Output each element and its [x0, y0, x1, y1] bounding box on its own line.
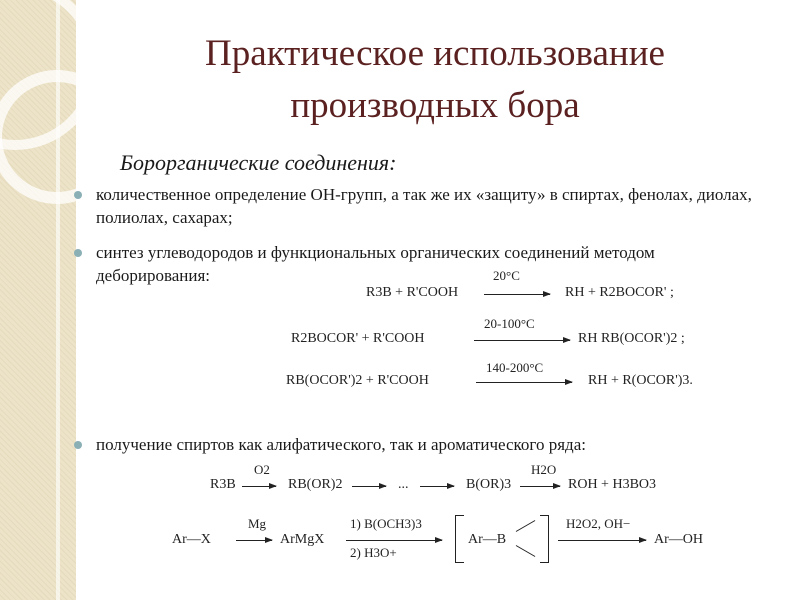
bullet-item	[96, 241, 756, 287]
reaction-arrow	[346, 540, 442, 541]
reaction-1-condition: 20°C	[493, 268, 520, 283]
bullet-dot-icon	[74, 191, 82, 199]
bullet-text: количественное определение ОН-групп, а так же их «защиту» в спиртах, фенолах, диолах, полиолах, сахарах;	[96, 185, 752, 227]
reaction-5-start: Ar—X	[172, 532, 211, 547]
reaction-5-intermediate: Ar—B	[468, 532, 507, 547]
left-bracket	[455, 515, 464, 563]
reaction-2-products: RH RB(OCOR')2 ;	[578, 331, 685, 346]
section-subtitle: Борорганические соединения:	[120, 150, 397, 175]
reaction-5-reagent-2a: 1) B(OCH3)3	[350, 516, 422, 531]
reaction-arrow	[520, 486, 560, 487]
reaction-4-borate: B(OR)3	[466, 477, 512, 492]
reaction-5-reagent-3: H2O2, OH−	[566, 516, 631, 531]
reaction-arrow	[236, 540, 272, 541]
reaction-5-reagent-2b: 2) H3O+	[350, 545, 397, 560]
reaction-arrow	[484, 294, 550, 295]
bullet-dot-icon	[74, 249, 82, 257]
reaction-2-condition: 20-100°C	[484, 316, 535, 331]
reaction-1-products: RH + R2BOCOR' ;	[565, 285, 674, 300]
reaction-4-start: R3B	[210, 477, 236, 492]
reaction-arrow	[558, 540, 646, 541]
reaction-4-reagent-2: H2O	[531, 462, 557, 477]
bond-line	[516, 545, 536, 557]
reaction-1-reactants: R3B + R'COOH	[366, 285, 459, 300]
bullet-text: получение спиртов как алифатического, так и ароматического ряда:	[96, 435, 586, 454]
title-line-2: производных бора	[290, 85, 580, 126]
reaction-arrow	[476, 382, 572, 383]
reaction-5-reagent-1: Mg	[248, 516, 267, 531]
bullet-item	[96, 183, 756, 229]
reaction-5-product: Ar—OH	[654, 532, 703, 547]
bullet-text: синтез углеводородов и функциональных органических соединений методом деборирования:	[96, 243, 655, 285]
reaction-4-reagent-1: O2	[254, 462, 270, 477]
reaction-3-reactants: RB(OCOR')2 + R'COOH	[286, 373, 429, 388]
slide-title	[110, 28, 760, 132]
reaction-arrow	[420, 486, 454, 487]
reaction-4-intermediate: RB(OR)2	[288, 477, 343, 492]
reaction-4-products: ROH + H3BO3	[568, 477, 657, 492]
title-line-1: Практическое использование	[205, 33, 665, 74]
bullet-dot-icon	[74, 441, 82, 449]
reaction-5-grignard: ArMgX	[280, 532, 325, 547]
decorative-stripe	[56, 0, 60, 600]
bullet-item	[96, 433, 756, 456]
decorative-ring	[0, 70, 76, 204]
right-bracket	[540, 515, 549, 563]
decorative-side-band	[0, 0, 76, 600]
reaction-arrow	[242, 486, 276, 487]
reaction-4-dots: ...	[398, 477, 409, 492]
reaction-2-reactants: R2BOCOR' + R'COOH	[291, 331, 425, 346]
reaction-arrow	[474, 340, 570, 341]
reaction-arrow	[352, 486, 386, 487]
reaction-3-products: RH + R(OCOR')3.	[588, 373, 693, 388]
bond-line	[516, 520, 536, 532]
reaction-3-condition: 140-200°C	[486, 360, 544, 375]
